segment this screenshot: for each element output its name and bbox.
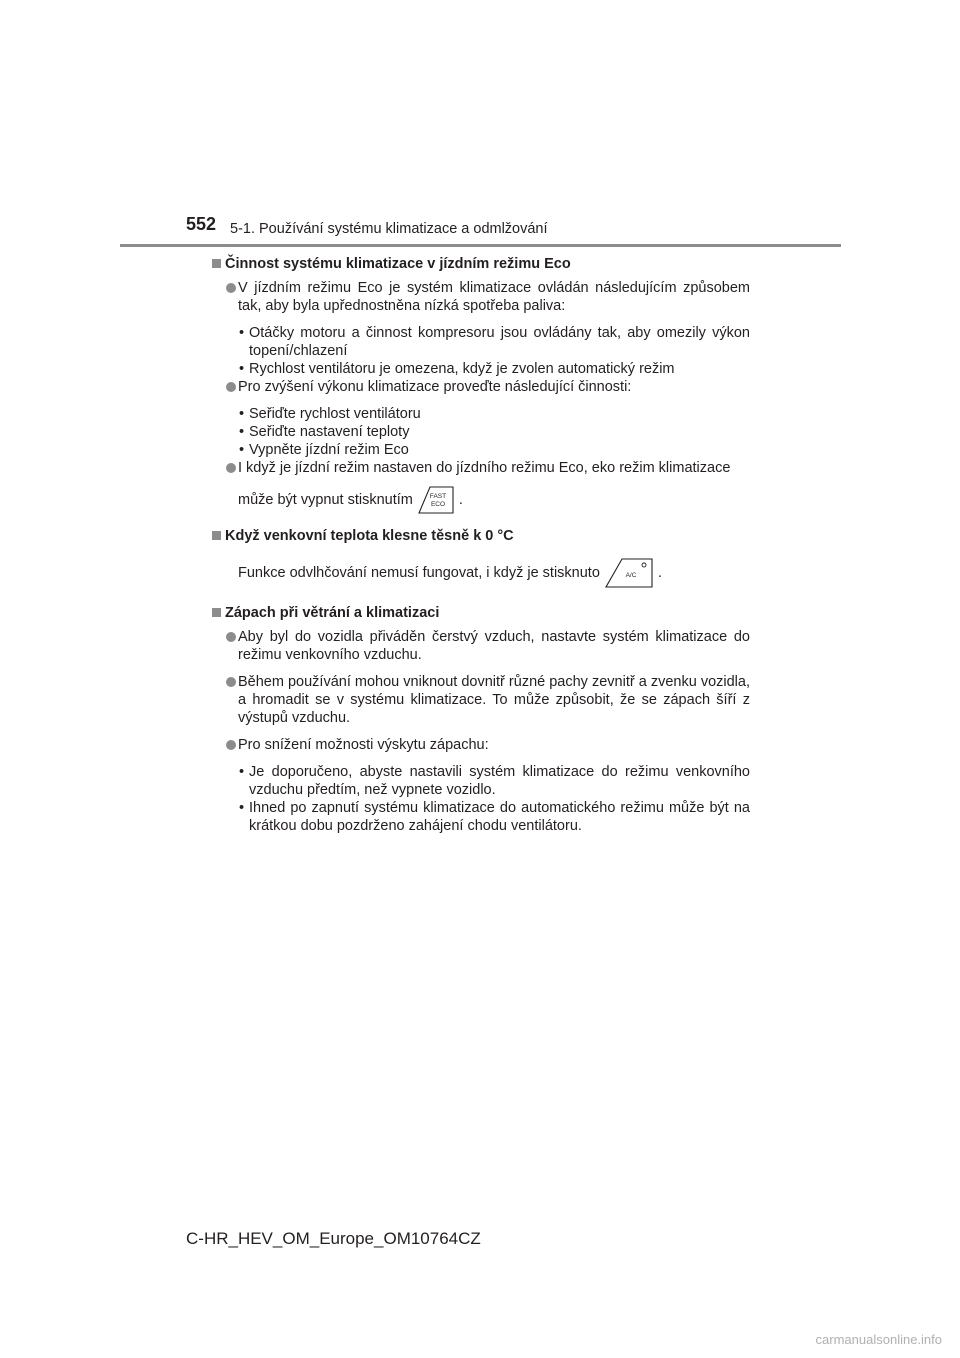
fast-eco-label-bottom: ECO [430,501,445,508]
bullet-continuation [210,485,750,515]
bullet-text-end: . [458,491,463,508]
bullet-text: může být vypnut stisknutím [238,491,413,508]
footer-model-code: C-HR_HEV_OM_Europe_OM10764CZ [186,1229,481,1248]
bullet-item: Během používání mohou vniknout dovnitř různé pachy zevnitř a zvenku vozidla, a hromadit se v systému klimatizace. To může způsobit, že se zápach šíří z výstupů vzduchu. [210,673,750,727]
bullet-item: Pro snížení možnosti výskytu zápachu: [210,736,750,754]
sub-item: • Otáčky motoru a činnost kompresoru jsou ovládány tak, aby omezily výkon topení/chlazení [210,324,750,360]
page-content [210,255,750,835]
fast-eco-button-icon [417,485,455,515]
section-text-body: Funkce odvlhčování nemusí fungovat, i když je stisknuto [238,564,600,581]
bullet-text: I když je jízdní režim nastaven do jízdního režimu Eco, eko režim klimatizace [238,460,731,476]
bullet-item: V jízdním režimu Eco je systém klimatizace ovládán následujícím způsobem tak, aby byla upřednostněna nízká spotřeba paliva: [210,279,750,315]
section-text [210,557,750,589]
watermark: carmanualsonline.info [815,1332,942,1347]
section-heading-odour: Zápach při větrání a klimatizaci [210,604,750,622]
sub-item: • Rychlost ventilátoru je omezena, když je zvolen automatický režim [210,360,750,378]
bullet-item [210,459,750,477]
sub-item: • Seřiďte nastavení teploty [210,423,750,441]
page-number: 552 [186,214,217,234]
fast-eco-label-top: FAST [429,493,447,500]
section-heading-temperature: Když venkovní teplota klesne těsně k 0 °C [210,527,750,545]
ac-label: A/C [625,572,637,579]
bullet-item: Aby byl do vozidla přiváděn čerstvý vzduch, nastavte systém klimatizace do režimu venkovního vzduchu. [210,628,750,664]
header-divider [120,244,841,247]
sub-item: • Ihned po zapnutí systému klimatizace do automatického režimu může být na krátkou dobu pozdrženo zahájení chodu ventilátoru. [210,799,750,835]
chapter-title: 5-1. Používání systému klimatizace a odmlžování [230,221,548,237]
sub-item: • Je doporučeno, abyste nastavili systém klimatizace do režimu venkovního vzduchu předtím, než vypnete vozidlo. [210,763,750,799]
ac-button-icon [604,557,654,589]
section-text-end: . [657,564,662,581]
section-heading-eco: Činnost systému klimatizace v jízdním režimu Eco [210,255,750,273]
sub-item: • Vypněte jízdní režim Eco [210,441,750,459]
bullet-item: Pro zvýšení výkonu klimatizace proveďte následující činnosti: [210,378,750,396]
sub-item: • Seřiďte rychlost ventilátoru [210,405,750,423]
